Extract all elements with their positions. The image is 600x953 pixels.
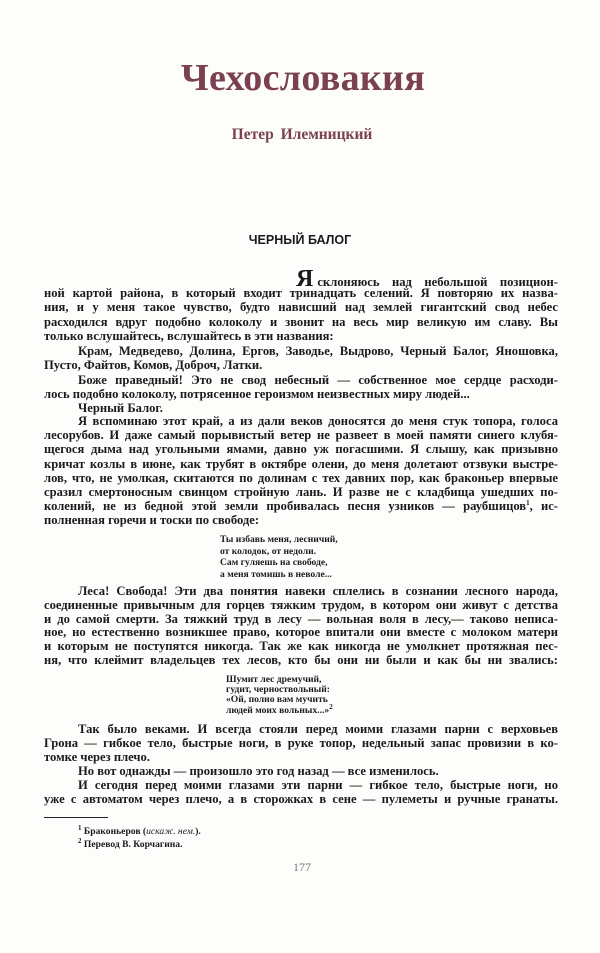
- text-line: томке через плечо.: [44, 750, 150, 765]
- text-line: сразил смертоносным свинцом стройную лань. И разве не с кладбища ушедших по-: [44, 484, 558, 499]
- text-line: [44, 266, 558, 292]
- drop-cap: Я: [296, 266, 314, 292]
- text-line: Черный Балог.: [78, 401, 163, 415]
- text-line: кричат козлы в июне, как трубят в октябре олени, до меня долетают отзвуки выстре-: [44, 456, 558, 471]
- text-line: расходился вдруг подобно колоколу и звонит на весь мир великую им славу. Вы: [44, 314, 558, 329]
- text-line: Так было веками. И всегда стояли перед моими глазами парни с верховьев: [78, 722, 558, 736]
- text-line: ня, что клеймит владельцев тех лесов, кто бы они ни были и как бы ни звались:: [44, 652, 558, 667]
- text-line: только вслушайтесь, вслушайтесь в эти названия:: [44, 328, 334, 343]
- text-line: Пусто, Файтов, Комов, Доброч, Латки.: [44, 358, 263, 373]
- footnote-text: Перевод В. Корчагина.: [83, 839, 183, 850]
- text-line: и до самой смерти. За тяжкий труд в лесу — вольная воля в лесу,— таково неписа-: [44, 611, 558, 626]
- village-list: [44, 344, 558, 372]
- text-line: Но вот однажды — произошло это год назад — все изменилось.: [78, 764, 439, 778]
- text-line: ной картой района, в который входит тринадцать селений. Я повторяю их назва-: [44, 286, 558, 301]
- footnote-ref: 1: [526, 498, 530, 507]
- poem-2: [226, 675, 333, 716]
- footnote-divider: [44, 817, 108, 818]
- text-line: Крам, Медведево, Долина, Ергов, Заводье, Выдрово, Черный Балог, Яношовка,: [78, 344, 558, 358]
- poem-line: гудит, черноствольный:: [226, 684, 330, 696]
- poem-line: Шумит лес дремучий,: [226, 674, 322, 685]
- text-line: Я вспоминаю этот край, а из дали веков доносятся до меня стук топора, голоса: [78, 414, 558, 428]
- poem-1: [220, 534, 338, 580]
- text-span: , ис-: [529, 499, 559, 514]
- text-line: [44, 499, 558, 513]
- poem-line: от колодок, от недоли.: [220, 545, 317, 557]
- text-line: полненная горечи и тоски по свободе:: [44, 513, 260, 528]
- paragraph-3: [44, 373, 558, 401]
- footnote-mark: 2: [78, 836, 82, 845]
- footnote-2: [78, 838, 183, 851]
- footnote-1: [78, 825, 201, 838]
- footnote-italic: искаж. нем.: [146, 826, 196, 837]
- text-span: колений, не из бедной этой земли пробивалась песня узников — раубшицов: [44, 499, 527, 514]
- paragraph-1: [44, 266, 558, 343]
- text-line: уже с автоматом через плечо, а в сторожках в сене — пулеметы и ручные гранаты.: [44, 792, 558, 807]
- footnote-mark: 1: [78, 823, 82, 832]
- text-line: ное, но естественно возникшее право, которое впитали они вместе с молоком матери: [44, 625, 558, 640]
- text-line: Грона — гибкое тело, быстрые ноги, в руке топор, недельный запас провизии в ко-: [44, 736, 558, 751]
- text-line: щегося дыма над угольными ямами, давно уж погасшими. Я слышу, как призывно: [44, 442, 558, 457]
- paragraph-9: [44, 778, 558, 806]
- poem-line: а меня томишь в неволе...: [220, 568, 332, 580]
- text-line: лов, что, не умолкая, скитаются по долинам с тех давних пор, как браконьер впервые: [44, 470, 558, 485]
- poem-line: Ты избавь меня, лесничий,: [220, 534, 338, 545]
- poem-line: [226, 702, 333, 716]
- author-name: Петер Илемницкий: [231, 126, 373, 143]
- footnote-tail: ).: [195, 826, 201, 837]
- text-line: И сегодня перед моими глазами эти парни — гибкое тело, быстрые ноги, но: [78, 778, 558, 792]
- text-line: Боже праведный! Это не свод небесный — собственное мое сердце расходи-: [78, 373, 558, 387]
- text-line: ния, и у меня такое чувство, будто нависший над землей гигантский свод небес: [44, 300, 558, 315]
- poem-line: «Ой, полно вам мучить: [226, 694, 328, 706]
- footnote-ref: 2: [329, 702, 333, 711]
- text-line: и которым не поступятся никогда. Так же как никогда не умолкнет протяжная пес-: [44, 639, 558, 654]
- text-span: людей моих вольных...»: [226, 704, 330, 716]
- paragraph-5: [44, 414, 558, 528]
- page-number: 177: [293, 860, 311, 874]
- text-line: лесорубов. И даже самый порывистый ветер не развеет в моей памяти синего клубя-: [44, 428, 558, 443]
- paragraph-6: [44, 585, 558, 668]
- poem-line: Сам гуляешь на свободе,: [220, 557, 328, 569]
- paragraph-7: [44, 722, 558, 765]
- chapter-title: Чехословакия: [180, 57, 426, 99]
- footnote-text: Браконьеров (: [83, 826, 147, 837]
- text-line: лось подобно колоколу, потрясенное героизмом неизвестных миру людей...: [44, 387, 470, 402]
- text-line: соединенные привычным для горцев тяжким трудом, в котором они живут с детства: [44, 597, 558, 612]
- text-line: Леса! Свобода! Эти два понятия навеки сплелись в сознании лесного народа,: [78, 584, 558, 598]
- paragraph-8: [44, 764, 558, 778]
- story-heading: ЧЕРНЫЙ БАЛОГ: [248, 233, 352, 247]
- text-span: склоняюсь над небольшой позицион-: [317, 275, 558, 289]
